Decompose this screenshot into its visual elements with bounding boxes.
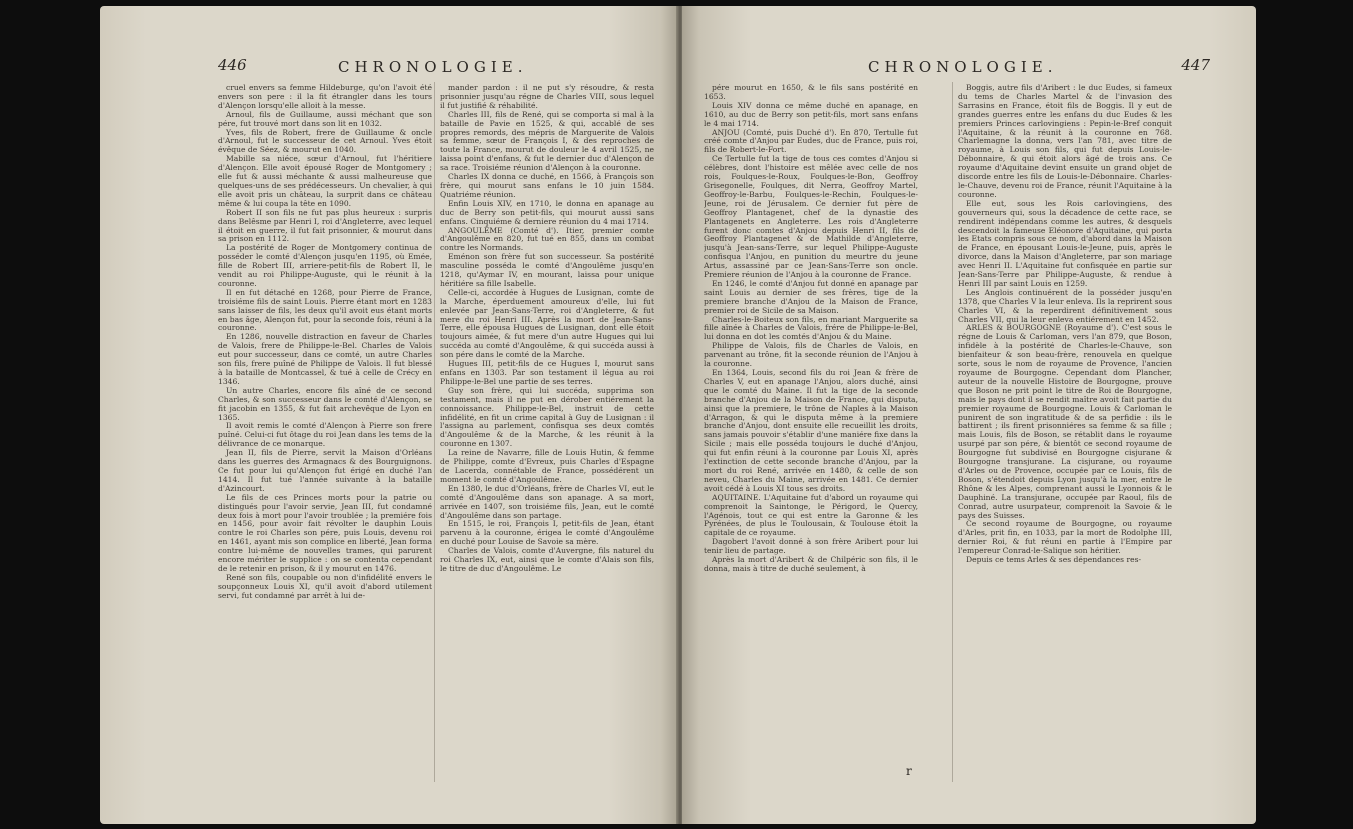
paragraph: Yves, fils de Robert, frere de Guillaume & oncle d'Arnoul, fut le successeur de cet Arnoul. Yves étoit évêque de Séez, & mourut en 1040. (218, 127, 432, 155)
paragraph: Il en fut détaché en 1268, pour Pierre de France, troisiéme fils de saint Louis. Pierre étant mort en 1283 sans laisser de fils, les deux qu'il avoit eus étant morts en bas âge, Alençon fut, pour la seconde fois, réuni à la couronne. (218, 287, 432, 333)
paragraph: Arnoul, fils de Guillaume, aussi méchant que son pére, fut trouvé mort dans son lit en 1032. (218, 109, 432, 128)
paragraph: Enfin Louis XIV, en 1710, le donna en apanage au duc de Berry son petit-fils, qui mourut aussi sans enfans. Cinquiéme & derniere réunion du 4 mai 1714. (440, 198, 654, 226)
paragraph: Les Anglois continuérent de la posséder jusqu'en 1378, que Charles V la leur enleva. Ils la reprirent sous Charles VI, & la reperdirent définitivement sous Charles VII, qui la leur enleva entiérement en 1452. (958, 287, 1172, 324)
paragraph: Un autre Charles, encore fils aîné de ce second Charles, & son successeur dans le comté d'Alençon, se fit jacobin en 1355, & fut fait archevêque de Lyon en 1365. (218, 385, 432, 422)
paragraph: mander pardon : il ne put s'y résoudre, & resta prisonnier jusqu'au régne de Charles VIII, sous lequel il fut justifié & réhabilité. (440, 84, 654, 110)
right-page-header (682, 58, 1256, 80)
paragraph: Ce Tertulle fut la tige de tous ces comtes d'Anjou si célèbres, dont l'histoire est mêlée avec celle de nos rois, Foulques-le-Roux, Foulques-le-Bon, Geoffroy Grisegonelle, Foulques, dit Nerra, Geoffroy Martel, Geoffroy-le-Barbu, Foulques-le-Rechin, Foulques-le-Jeune, roi de Jérusalem. Ce dernier fut père de Geoffroy Plantagenet, chef de la dynastie des Plantagenets en Angleterre. Les rois d'Angleterre furent donc comtes d'Anjou depuis Henri II, fils de Geoffroy Plantagenet & de Mathilde d'Angleterre, jusqu'à Jean-sans-Terre, sur lequel Philippe-Auguste confisqua l'Anjou, en punition du meurtre du jeune Artus, assassiné par ce Jean-Sans-Terre son oncle. Premiere réunion de l'Anjou à la couronne de France. (704, 154, 918, 280)
paragraph: ANGOULÊME (Comté d'). Itier, premier comte d'Angoulême en 820, fut tué en 855, dans un combat contre les Normands. (440, 225, 654, 253)
left-running-title: CHRONOLOGIE. (338, 58, 528, 76)
paragraph: Louis XIV donna ce même duché en apanage, en 1610, au duc de Berry son petit-fils, mort sans enfans le 4 mai 1714. (704, 100, 918, 128)
paragraph: Il avoit remis le comté d'Alençon à Pierre son frere puîné. Celui-ci fut ôtage du roi Jean dans les tems de la délivrance de ce monarque. (218, 421, 432, 449)
left-column-a (218, 84, 432, 784)
paragraph: Guy son frère, qui lui succéda, supprima son testament, mais il ne put en dérober entiérement la connoissance. Philippe-le-Bel, instruit de cette infidélité, en fit un crime capital à Guy de Lusignan : il l'assigna au parlement, confisqua ses deux comtés d'Angoulême & de la Marche, & les réunit à la couronne en 1307. (440, 385, 654, 449)
paragraph: Charles IX donna ce duché, en 1566, à François son frère, qui mourut sans enfans le 10 juin 1584. Quatriéme réunion. (440, 172, 654, 199)
paragraph: cruel envers sa femme Hildeburge, qu'on l'avoit été envers son pere : il la fit étrangler dans les tours d'Alençon lorsqu'elle alloit à la messe. (218, 84, 432, 110)
right-column-b (958, 84, 1172, 784)
paragraph: René son fils, coupable ou non d'infidélité envers le soupçonneux Louis XI, qu'il avoit d'abord utilement servi, fut condamné par arrêt à lui de- (218, 572, 432, 600)
left-page-header (100, 58, 678, 80)
right-running-title: CHRONOLOGIE. (868, 58, 1058, 76)
paragraph: Elle eut, sous les Rois carlovingiens, des gouverneurs qui, sous la décadence de cette race, se rendirent indépendans comme les autres, & desquels descendoit la fameuse Eléonore d'Aquitaine, qui porta les Etats compris sous ce nom, d'abord dans la Maison de France, en épousant Louis-le-Jeune, puis, après le divorce, dans la Maison d'Angleterre, par son mariage avec Henri II. L'Aquitaine fut confisquée en partie sur Jean-Sans-Terre par Philippe-Auguste, & rendue à Henri III par saint Louis en 1259. (958, 198, 1172, 288)
paragraph: En 1286, nouvelle distraction en faveur de Charles de Valois, frere de Philippe-le-Bel. Charles de Valois eut pour successeur, dans ce comté, un autre Charles son fils, frere puîné de Philippe de Valois. Il fut blessé à la bataille de Montcassel, & tué à celle de Crécy en 1346. (218, 332, 432, 386)
paragraph: En 1364, Louis, second fils du roi Jean & frère de Charles V, eut en apanage l'Anjou, alors duché, ainsi que le comté du Maine. Il fut la tige de la seconde branche d'Anjou de la Maison de France, qui disputa, ainsi que la premiere, le trône de Naples à la Maison d'Arragon, & qui le disputa même à la premiere branche d'Anjou, dont ensuite elle recueillit les droits, sans jamais pouvoir s'établir d'une maniére fixe dans la Sicile ; mais elle posséda toujours le duché d'Anjou, qui fut enfin réuni à la couronne par Louis XI, après l'extinction de cette seconde branche d'Anjou, par la mort du roi René, arrivée en 1480, & celle de son neveu, Charles du Maine, arrivée en 1481. Ce dernier avoit cédé à Louis XI tous ses droits. (704, 368, 918, 493)
paragraph: Charles-le-Boiteux son fils, en mariant Marguerite sa fille aînée à Charles de Valois, frére de Philippe-le-Bel, lui donna en dot les comtés d'Anjou & du Maine. (704, 314, 918, 342)
bottom-mark: r (906, 764, 912, 778)
left-page (100, 6, 678, 824)
right-page (682, 6, 1256, 824)
paragraph: Jean II, fils de Pierre, servit la Maison d'Orléans dans les guerres des Armagnacs & des Bourguignons. Ce fut pour lui qu'Alençon fut érigé en duché l'an 1414. Il fut tué l'année suivante à la bataille d'Azincourt. (218, 448, 432, 493)
paragraph: La reine de Navarre, fille de Louis Hutin, & femme de Philippe, comte d'Evreux, puis Charles d'Espagne de Lacerda, connétable de France, possédérent un moment le comté d'Angoulême. (440, 448, 654, 484)
paragraph: Charles III, fils de René, qui se comporta si mal à la bataille de Pavie en 1525, & qui, accablé de ses propres remords, des mépris de Marguerite de Valois sa femme, sœur de François I, & des reproches de toute la France, mourut de douleur le 4 avril 1525, ne laissa point d'enfans, & fut le dernier duc d'Alençon de sa race. Troisiéme réunion d'Alençon à la couronne. (440, 109, 654, 173)
paragraph: Ce second royaume de Bourgogne, ou royaume d'Arles, prit fin, en 1033, par la mort de Rodolphe III, dernier Roi, & fut réuni en partie à l'Empire par l'empereur Conrad-le-Salique son héritier. (958, 519, 1172, 556)
paragraph: Eménon son frère fut son successeur. Sa postérité masculine posséda le comté d'Angoulême jusqu'en 1218, qu'Aymar IV, en mourant, laissa pour unique héritiére sa fille Isabelle. (440, 252, 654, 288)
left-page-number: 446 (218, 56, 247, 74)
paragraph: Dagobert l'avoit donné à son frère Aribert pour lui tenir lieu de partage. (704, 537, 918, 556)
paragraph: ARLES & BOURGOGNE (Royaume d'). C'est sous le régne de Louis & Carloman, vers l'an 879, que Boson, infidèle à la postérité de Charles-le-Chauve, son bienfaiteur & son beau-frère, renouvela en quelque sorte, sous le nom de royaume de Provence, l'ancien royaume de Bourgogne. Cependant dom Plancher, auteur de la nouvelle Histoire de Bourgogne, prouve que Boson ne prit point le titre de Roi de Bourgogne, mais le pays dont il se rendit maître avoit fait partie du premier royaume de Bourgogne. Louis & Carloman le punirent de son ingratitude & de sa perfidie : ils le battirent ; ils firent prisonniéres sa femme & sa fille ; mais Louis, fils de Boson, se rétablit dans le royaume usurpé par son pére, & bientôt ce second royaume de Bourgogne fut subdivisé en Bourgogne cisjurane & Bourgogne transjurane. La cisjurane, ou royaume d'Arles ou de Provence, occupée par ce Louis, fils de Boson, s'étendoit depuis Lyon jusqu'à la mer, entre le Rhône & les Alpes, comprenant aussi le Lyonnois & le Dauphiné. La transjurane, occupée par Raoul, fils de Conrad, autre usurpateur, comprenoit la Savoie & le pays des Suisses. (958, 323, 1172, 520)
paragraph: Mabille sa niéce, sœur d'Arnoul, fut l'héritiere d'Alençon. Elle avoit épousé Roger de Montgomery ; elle fut & aussi méchante & aussi malheureuse que quelques-uns de ses prédécesseurs. Un chevalier, à qui elle avoit pris un château, la surprit dans ce château même & lui coupa la tête en 1090. (218, 154, 432, 208)
left-column-b (440, 84, 654, 784)
paragraph: pére mourut en 1650, & le fils sans postérité en 1653. (704, 84, 918, 101)
paragraph: En 1380, le duc d'Orléans, frère de Charles VI, eut le comté d'Angoulême dans son apanage. A sa mort, arrivée en 1407, son troisiéme fils, Jean, eut le comté d'Angoulême dans son partage. (440, 483, 654, 520)
paragraph: Après la mort d'Aribert & de Chilpéric son fils, il le donna, mais à titre de duché seulement, à (704, 555, 918, 573)
right-page-number: 447 (1181, 56, 1210, 74)
paragraph: En 1246, le comté d'Anjou fut donné en apanage par saint Louis au dernier de ses frères, tige de la premiere branche d'Anjou de la Maison de France, premier roi de Sicile de sa Maison. (704, 278, 918, 315)
paragraph: Le fils de ces Princes morts pour la patrie ou distingués pour l'avoir servie, Jean III, fut condamné deux fois à mort pour l'avoir troublée ; la premiére fois en 1456, pour avoir fait révolter le dauphin Louis contre le roi Charles son pére, puis Louis, devenu roi en 1461, ayant mis son complice en liberté, Jean forma contre lui-même de nouvelles trames, qui parurent encore mériter le supplice : on se contenta cependant de le retenir en prison, & il y mourut en 1476. (218, 492, 432, 573)
paragraph: AQUITAINE. L'Aquitaine fut d'abord un royaume qui comprenoit la Saintonge, le Périgord, le Quercy, l'Agénois, tout ce qui est entre la Garonne & les Pyrénées, de plus le Toulousain, & Toulouse étoit la capitale de ce royaume. (704, 492, 918, 538)
paragraph: Depuis ce tems Arles & ses dépendances res- (966, 555, 1142, 565)
left-column-divider (434, 82, 435, 782)
right-column-a (704, 84, 918, 784)
paragraph: En 1515, le roi, François I, petit-fils de Jean, étant parvenu à la couronne, érigea le comté d'Angoulême en duché pour Louise de Savoie sa mère. (440, 519, 654, 547)
paragraph: ANJOU (Comté, puis Duché d'). En 870, Tertulle fut créé comte d'Anjou par Eudes, duc de France, puis roi, fils de Robert-le-Fort. (704, 127, 918, 155)
paragraph: Boggis, autre fils d'Aribert : le duc Eudes, si fameux du tems de Charles Martel & de l'invasion des Sarrasins en France, étoit fils de Boggis. Il y eut de grandes guerres entre les enfans du duc Eudes & les premiers Princes carlovingiens : Pepin-le-Bref conquit l'Aquitaine, & la réunit à la couronne en 768. Charlemagne la donna, vers l'an 781, avec titre de royaume, à Louis son fils, qui fut depuis Louis-le-Débonnaire, & qui étoit alors âgé de trois ans. Ce royaume d'Aquitaine devint ensuite un grand objet de discorde entre les fils de Louis-le-Débonnaire. Charles-le-Chauve, devenu roi de France, réunit l'Aquitaine à la couronne. (958, 84, 1172, 199)
paragraph: La postérité de Roger de Montgomery continua de posséder le comté d'Alençon jusqu'en 1195, où Emée, fille de Robert III, arriere-petit-fils de Robert II, le vendit au roi Philippe-Auguste, qui le réunit à la couronne. (218, 243, 432, 288)
paragraph: Celle-ci, accordée à Hugues de Lusignan, comte de la Marche, éperduement amoureux d'elle, lui fut enlevée par Jean-Sans-Terre, roi d'Angleterre, & fut mere du roi Henri III. Après la mort de Jean-Sans-Terre, elle épousa Hugues de Lusignan, dont elle étoit toujours aimée, & fut mere d'un autre Hugues qui lui succéda au comté d'Angoulême, & qui succéda aussi à son pére dans le comté de la Marche. (440, 287, 654, 360)
paragraph: Philippe de Valois, fils de Charles de Valois, en parvenant au trône, fit la seconde réunion de l'Anjou à la couronne. (704, 341, 918, 369)
paragraph: Hugues III, petit-fils de ce Hugues I, mourut sans enfans en 1303. Par son testament il légua au roi Philippe-le-Bel une partie de ses terres. (440, 359, 654, 386)
right-column-divider (952, 82, 953, 782)
paragraph: Charles de Valois, comte d'Auvergne, fils naturel du roi Charles IX, eut, ainsi que le comte d'Alais son fils, le titre de duc d'Angoulême. Le (440, 546, 654, 573)
paragraph: Robert II son fils ne fut pas plus heureux : surpris dans Belêsme par Henri I, roi d'Angleterre, avec lequel il étoit en guerre, il fut fait prisonnier, & mourut dans sa prison en 1112. (218, 207, 432, 244)
